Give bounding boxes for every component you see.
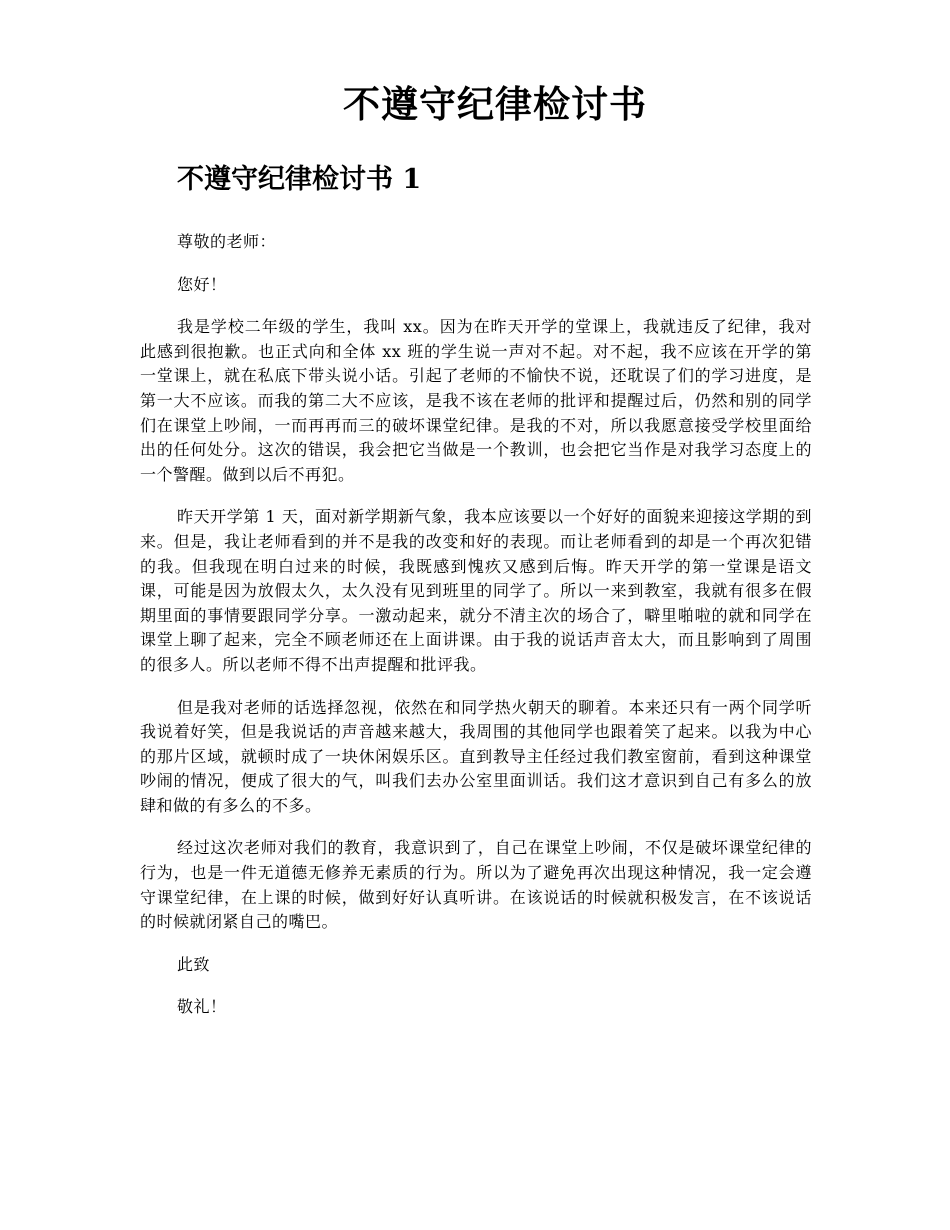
document-title: 不遵守纪律检讨书 (343, 82, 647, 126)
closing-line: 此致 (177, 954, 211, 974)
salutation: 尊敬的老师： (177, 232, 277, 251)
greeting: 您好！ (177, 274, 227, 294)
body-paragraph: 昨天开学第 1 天，面对新学期新气象，我本应该要以一个好好的面貌来迎接这学期的到来。但是，我让老师看到的并不是我的改变和好的表现。而让老师看到的却是一个再次犯错的我。但我现在明白过来的时候，我既感到愧疚又感到后悔。昨天开学的第一堂课是语文课，可能是因为放假太久，太久没有见到班里的同学了。所以一来到教室，我就有很多在假期里面的事情要跟同学分享。一激动起来，就分不清主次的场合了，噼里啪啦的就和同学在课堂上聊了起来，完全不顾老师还在上面讲课。由于我的说话声音太大，而且影响到了周围的很多人。所以老师不得不出声提醒和批评我。 (140, 507, 812, 674)
body-paragraph: 但是我对老师的话选择忽视，依然在和同学热火朝天的聊着。本来还只有一两个同学听我说着好笑，但是我说话的声音越来越大，我周围的其他同学也跟着笑了起来。以我为中心的那片区域，就顿时成了一块休闲娱乐区。直到教导主任经过我们教室窗前，看到这种课堂吵闹的情况，便成了很大的气，叫我们去办公室里面训话。我们这才意识到自己有多么的放肆和做的有多么的不多。 (140, 697, 812, 815)
section-title: 不遵守纪律检讨书 1 (177, 164, 422, 195)
closing-salute: 敬礼！ (177, 997, 227, 1017)
body-paragraph: 经过这次老师对我们的教育，我意识到了，自己在课堂上吵闹，不仅是破坏课堂纪律的行为，也是一件无道德无修养无素质的行为。所以为了避免再次出现这种情况，我一定会遵守课堂纪律，在上课的时候，做到好好认真听讲。在该说话的时候就积极发言，在不该说话的时候就闭紧自己的嘴巴。 (140, 838, 812, 932)
letter-body (140, 230, 812, 1038)
body-paragraph: 我是学校二年级的学生，我叫 xx。因为在昨天开学的堂课上，我就违反了纪律，我对此感到很抱歉。也正式向和全体 xx 班的学生说一声对不起。对不起，我不应该在开学的第一堂课上，就在私底下带头说小话。引起了老师的不愉快不说，还耽误了们的学习进度，是第一大不应该。而我的第二大不应该，是我不该在老师的批评和提醒过后，仍然和别的同学们在课堂上吵闹，一而再再而三的破坏课堂纪律。是我的不对，所以我愿意接受学校里面给出的任何处分。这次的错误，我会把它当做是一个教训，也会把它当作是对我学习态度上的一个警醒。做到以后不再犯。 (140, 317, 812, 484)
